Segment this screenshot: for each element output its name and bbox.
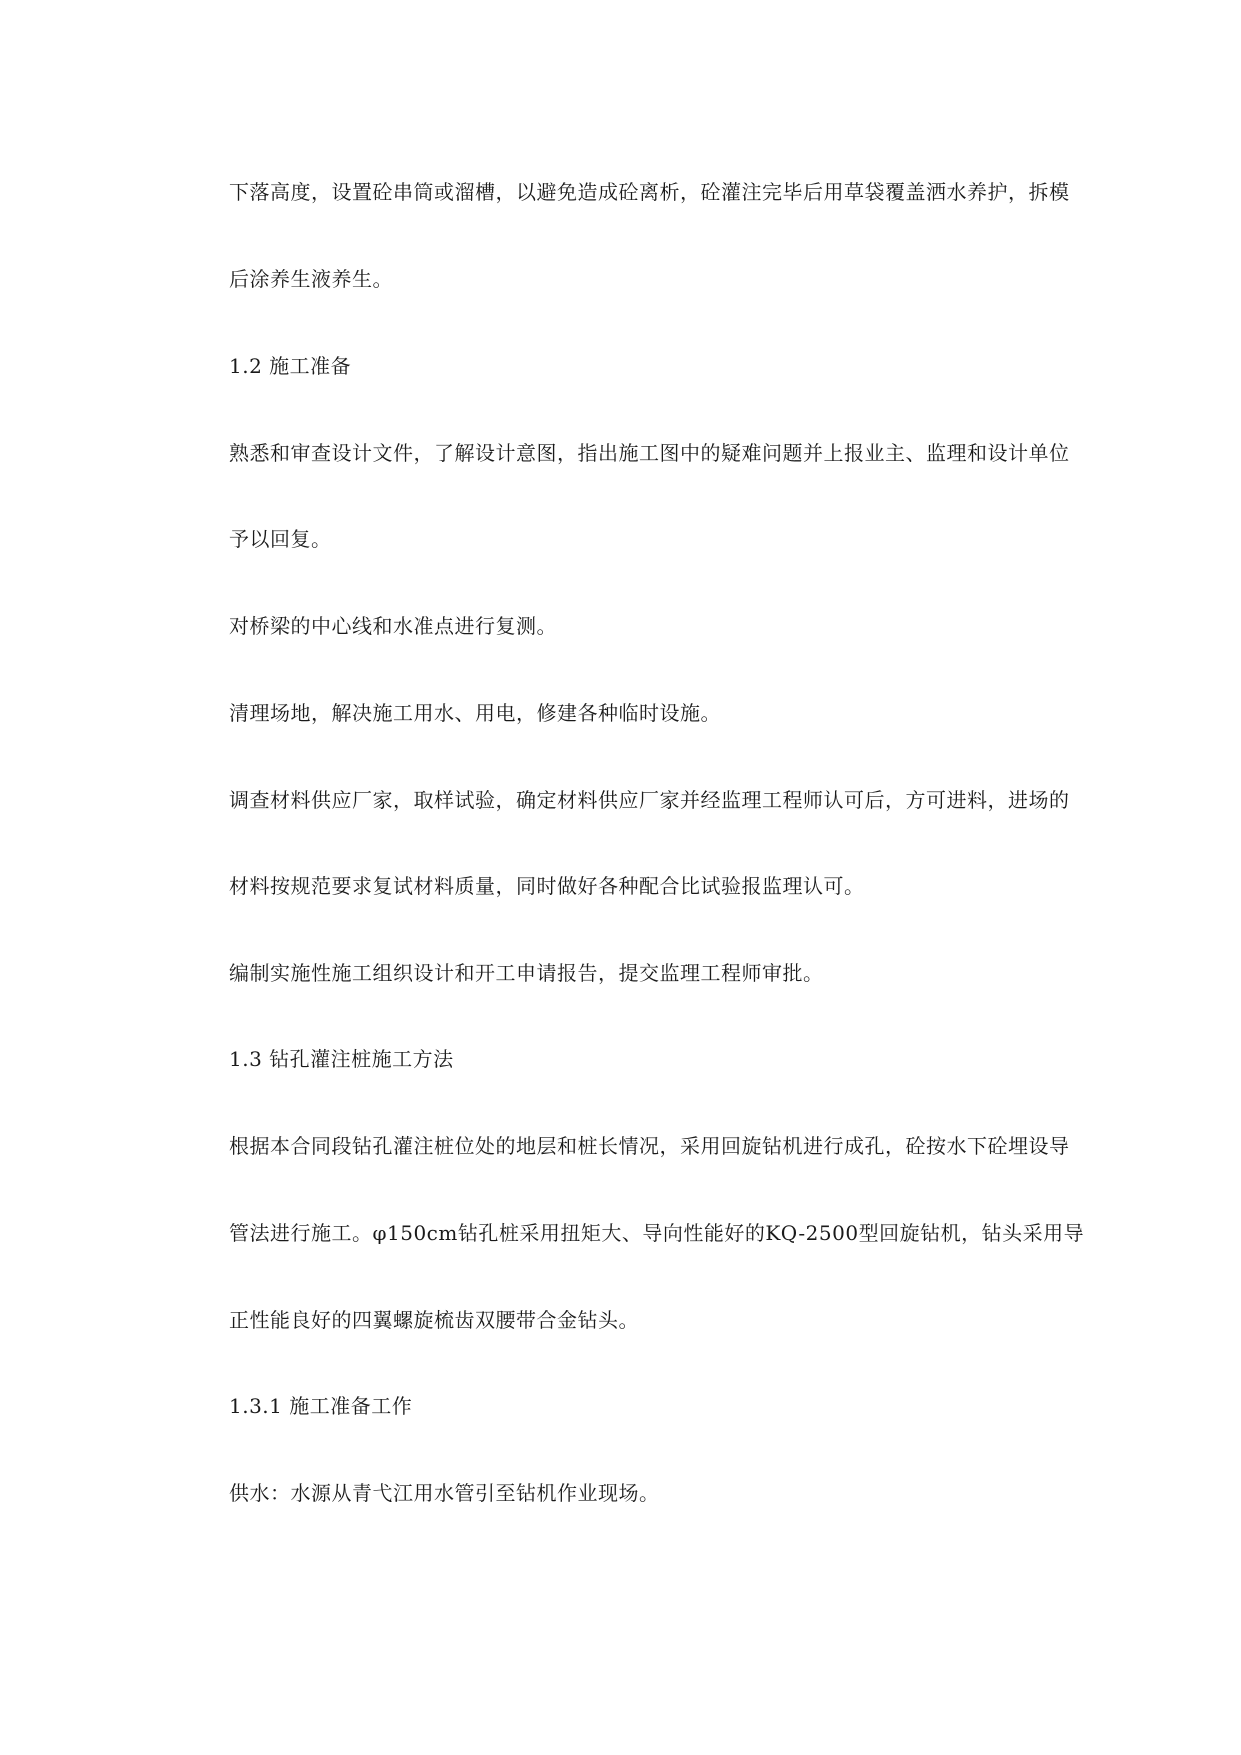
paragraph-line: 熟悉和审查设计文件，了解设计意图，指出施工图中的疑难问题并上报业主、监理和设计单位	[229, 441, 1070, 465]
paragraph-line: 予以回复。	[229, 527, 332, 551]
paragraph-line: 管法进行施工。φ150cm钻孔桩采用扭矩大、导向性能好的KQ-2500型回旋钻机，钻头采用导	[229, 1221, 1085, 1245]
paragraph-line: 下落高度，设置砼串筒或溜槽，以避免造成砼离析，砼灌注完毕后用草袋覆盖洒水养护，拆模	[229, 180, 1070, 204]
paragraph-line: 根据本合同段钻孔灌注桩位处的地层和桩长情况，采用回旋钻机进行成孔，砼按水下砼埋设导	[229, 1134, 1070, 1158]
paragraph-line: 调查材料供应厂家，取样试验，确定材料供应厂家并经监理工程师认可后，方可进料，进场的	[229, 788, 1070, 812]
paragraph-line: 供水：水源从青弋江用水管引至钻机作业现场。	[229, 1481, 660, 1505]
paragraph-line: 清理场地，解决施工用水、用电，修建各种临时设施。	[229, 701, 721, 725]
section-heading: 1.2 施工准备	[229, 354, 352, 378]
paragraph-line: 后涂养生液养生。	[229, 267, 393, 291]
section-heading: 1.3 钻孔灌注桩施工方法	[229, 1047, 454, 1071]
paragraph-line: 正性能良好的四翼螺旋梳齿双腰带合金钻头。	[229, 1308, 639, 1332]
paragraph-line: 材料按规范要求复试材料质量，同时做好各种配合比试验报监理认可。	[229, 874, 865, 898]
paragraph-line: 对桥梁的中心线和水准点进行复测。	[229, 614, 557, 638]
subsection-heading: 1.3.1 施工准备工作	[229, 1394, 413, 1418]
paragraph-line: 编制实施性施工组织设计和开工申请报告，提交监理工程师审批。	[229, 961, 824, 985]
